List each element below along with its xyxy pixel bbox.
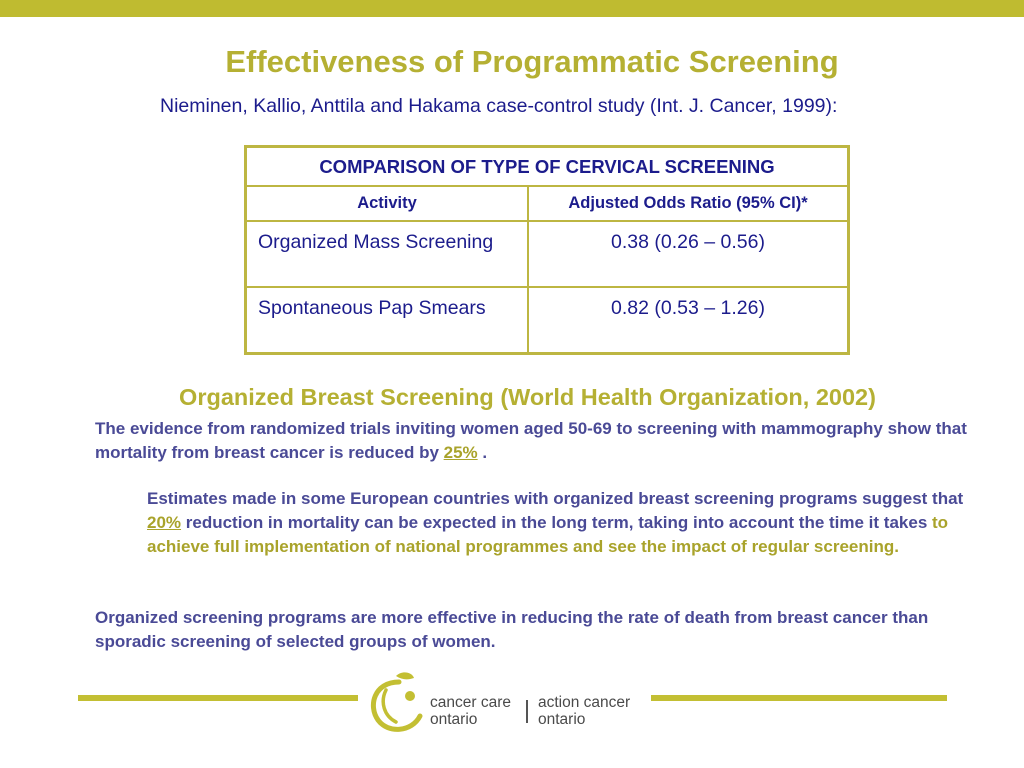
top-accent-bar [0,0,1024,17]
paragraph-text: The evidence from randomized trials inviting women aged 50-69 to screening with mammography show that mortality from breast cancer is reduced by [95,419,967,462]
comparison-table [244,145,850,355]
paragraph-estimates [147,487,977,559]
cancer-care-ontario-logo-icon [366,670,426,736]
paragraph-conclusion: Organized screening programs are more effective in reducing the rate of death from breast cancer than sporadic screening of selected groups of women. [95,608,929,651]
footer-rule-left [78,695,358,701]
highlight-percent: 25% [443,443,478,462]
footer-rule-right [651,695,947,701]
cell-odds-ratio: 0.38 (0.26 – 0.56) [528,221,849,287]
cell-odds-ratio: 0.82 (0.53 – 1.26) [528,287,849,354]
paragraph-trial-evidence [95,417,975,465]
cell-activity: Organized Mass Screening [246,221,529,287]
logo-line: ontario [430,711,478,728]
column-header-activity: Activity [246,186,529,221]
table-title: COMPARISON OF TYPE OF CERVICAL SCREENING [246,147,849,187]
logo-text-action-cancer-ontario [538,694,630,728]
slide-title: Effectiveness of Programmatic Screening [225,44,839,79]
cell-activity: Spontaneous Pap Smears [246,287,529,354]
logo-text-cancer-care-ontario [430,694,511,728]
logo-line: cancer care [430,694,511,711]
paragraph-olive-text: to achieve full implementation of national programmes and see the impact of regular screening. [147,513,949,556]
logo-divider [526,700,528,723]
paragraph-text-continued: reduction in mortality can be expected in the long term, taking into account the time it takes [181,513,932,532]
table-row [246,221,849,287]
table-row [246,287,849,354]
logo-line: ontario [538,711,586,728]
section-heading: Organized Breast Screening (World Health Organization, 2002) [179,384,876,410]
highlight-percent: 20% [147,513,182,532]
paragraph-end: . [477,443,488,462]
paragraph-text: Estimates made in some European countries with organized breast screening programs suggest that [147,489,964,508]
column-header-odds-ratio: Adjusted Odds Ratio (95% CI)* [528,186,849,221]
logo-line: action cancer [538,694,631,711]
study-citation: Nieminen, Kallio, Anttila and Hakama case-control study (Int. J. Cancer, 1999): [160,95,838,117]
